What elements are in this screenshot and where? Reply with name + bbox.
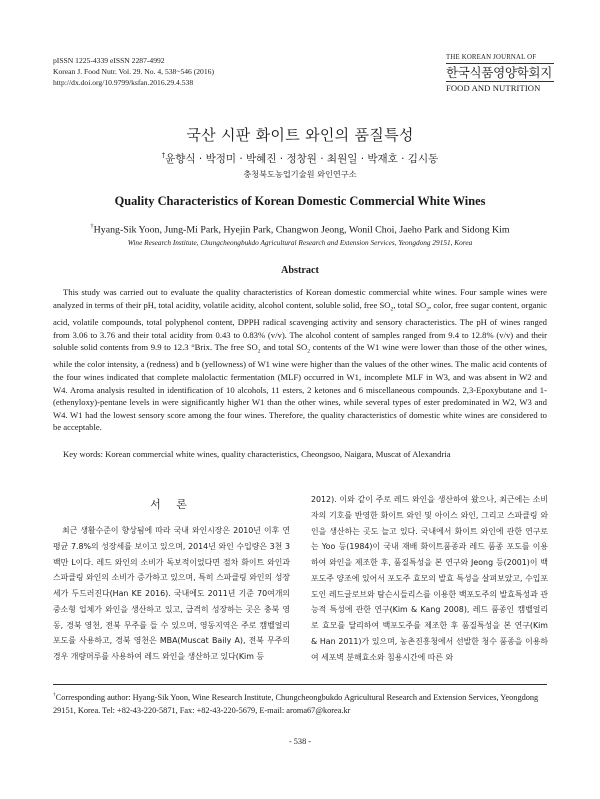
corresponding-mark-en: † [90,223,94,230]
publication-meta [53,55,214,88]
journal-name-en-top: THE KOREAN JOURNAL OF [446,54,537,61]
doi-link[interactable]: http://dx.doi.org/10.9799/ksfan.2016.29.4.538 [53,78,194,87]
footnote-text: Corresponding author: Hyang-Sik Yoon, Wine Research Institute, Chungcheongbukdo Agricultural Research and Extension Services, Yeongdong 29151, Korea. Tel: +82-43-220-5871, Fax: +82-43-220-5679, E-mail: aroma67@korea.kr [53,692,539,715]
intro-paragraph-left: 최근 생활수준이 향상됨에 따라 국내 와인시장은 2010년 이후 연평균 7.8%의 성장세를 보이고 있으며, 2014년 와인 수입량은 3천 3백만 L이다. 레드 와인의 소비가 독보적이었다면 점차 화이트 와인과 스파클링 와인의 소비가 증가하고 있으며, 특히 스파클링 와인의 성장세가 두드러진다(Han KE 2016). 국내에도 2011년 기준 70여개의 중소형 업체가 와인을 생산하고 있고, 급격히 성장하는 곳은 충북 영동, 경북 영천, 전북 무주를 들 수 있으며, 영동지역은 주로 캠벨얼리 포도를 사용하고, 경북 영천은 MBA(Muscat Baily A), 전북 무주의 경우 개량머루를 사용하여 레드 와인을 생산하고 있다(Kim 등 [53,526,290,661]
abstract-body [53,286,547,434]
journal-name-en-bottom: FOOD AND NUTRITION [446,83,541,93]
corresponding-mark: † [161,151,166,160]
author-list-kr [0,151,600,166]
citation-line: Korean J. Food Nutr. Vol. 29. No. 4, 538~546 (2016) [53,67,214,76]
author-list-en [53,223,547,235]
journal-rule-top [446,63,554,64]
author-names-kr: 윤향식 · 박정미 · 박혜진 · 정창원 · 최원일 · 박재호 · 김시동 [165,153,439,165]
journal-rule-bottom [446,81,554,82]
keywords: Key words: Korean commercial white wines, quality characteristics, Cheongsoo, Naigara, Muscat of Alexandria [63,449,451,459]
page-number: - 538 - [288,737,312,746]
affiliation-kr: 충청북도농업기술원 와인연구소 [243,169,357,179]
corresponding-author-footnote [53,689,547,717]
footnote-mark: † [53,692,56,698]
issn-line: pISSN 1225-4339 eISSN 2287-4992 [53,56,165,65]
affiliation-en: Wine Research Institute, Chungcheongbukdo Agricultural Research and Extension Services, Yeongdong 29151, Korea [127,238,473,247]
paper-title-kr: 국산 시판 화이트 와인의 품질특성 [186,126,414,144]
journal-name-kr: 한국식품영양학회지 [446,65,552,80]
paper-title-en: Quality Characteristics of Korean Domestic Commercial White Wines [114,194,486,208]
body-column-left [53,523,290,665]
section-heading-introduction: 서 론 [150,498,193,511]
abstract-heading: Abstract [281,265,319,276]
abstract-paragraph: This study was carried out to evaluate the quality characteristics of Korean domestic commercial white wines. Four sample wines were analyzed in terms of their pH, total acidity, volatile acidity, alcohol content, soluble solid, free $SO_2$, total $SO_2$, color, free sugar content, organic acid, volatile compounds, total polyphenol content, DPPH radical scavenging activity and sensory characteristics. The pH of wines ranged from 3.06 to 3.76 and their total acidity from 0.43 to 0.83% (v/v). The alcohol content of samples ranged from 9.4 to 12.8% (v/v) and their soluble solid contents from 9.9 to 12.3 °Brix. The free $SO_2$ and total $SO_2$ contents of the W1 wine were lower than those of the other wines, while the color intensity, a (redness) and b (yellowness) of W1 wine were higher than the values of the other wines. The malic acid contents of the four wines indicated that complete malolactic fermentation (MLF) occurred in W1, incomplete MLF in W3, and was absent in W2 and W4. Aroma analysis resulted in identification of 10 alcohols, 11 esters, 2 ketones and 6 miscellaneous compounds. 2,3-Epoxybutane and 1-(ethenyloxy)-pentane levels in were significantly higher W1 than the other wines, while several types of ester predominated in W2, W3 and W4. W1 had the lowest sensory score among the four wines. Therefore, the quality characteristics of domestic white wines are considered to be acceptable. [53,287,548,433]
author-names-en: Hyang-Sik Yoon, Jung-Mi Park, Hyejin Park, Changwon Jeong, Wonil Choi, Jaeho Park and Sidong Kim [93,224,510,236]
body-column-right [311,492,548,665]
footnote-rule [53,684,547,685]
intro-paragraph-right: 2012). 이와 같이 주로 레드 와인을 생산하여 왔으나, 최근에는 소비자의 기호를 반영한 화이트 와인 및 아이스 와인, 그리고 스파클링 와인을 생산하는 곳도 늘고 있다. 국내에서 화이트 와인에 관한 연구로는 Yoo 등(1984)이 국내 재배 화이트품종과 레드 품종 포도를 이용하여 와인을 제조한 후, 품질특성을 본 연구와 Jeong 등(2001)이 백포도주 양조에 있어서 포도주 효모의 발효 특성을 살펴보았고, 수입포도인 레드글로브와 탐슨시들리스를 이용한 백포도주의 발효특성과 관능적 특성에 관한 연구(Kim & Kang 2008), 레드 품종인 캠벨얼리로 효모를 달리하여 백포도주를 제조한 후 품질특성을 본 연구(Kim & Han 2011)가 있으며, 농촌진흥청에서 선발한 청수 품종을 이용하여 세포벽 분해효소와 침용시간에 따른 와 [311,495,548,662]
journal-logo [446,53,554,93]
